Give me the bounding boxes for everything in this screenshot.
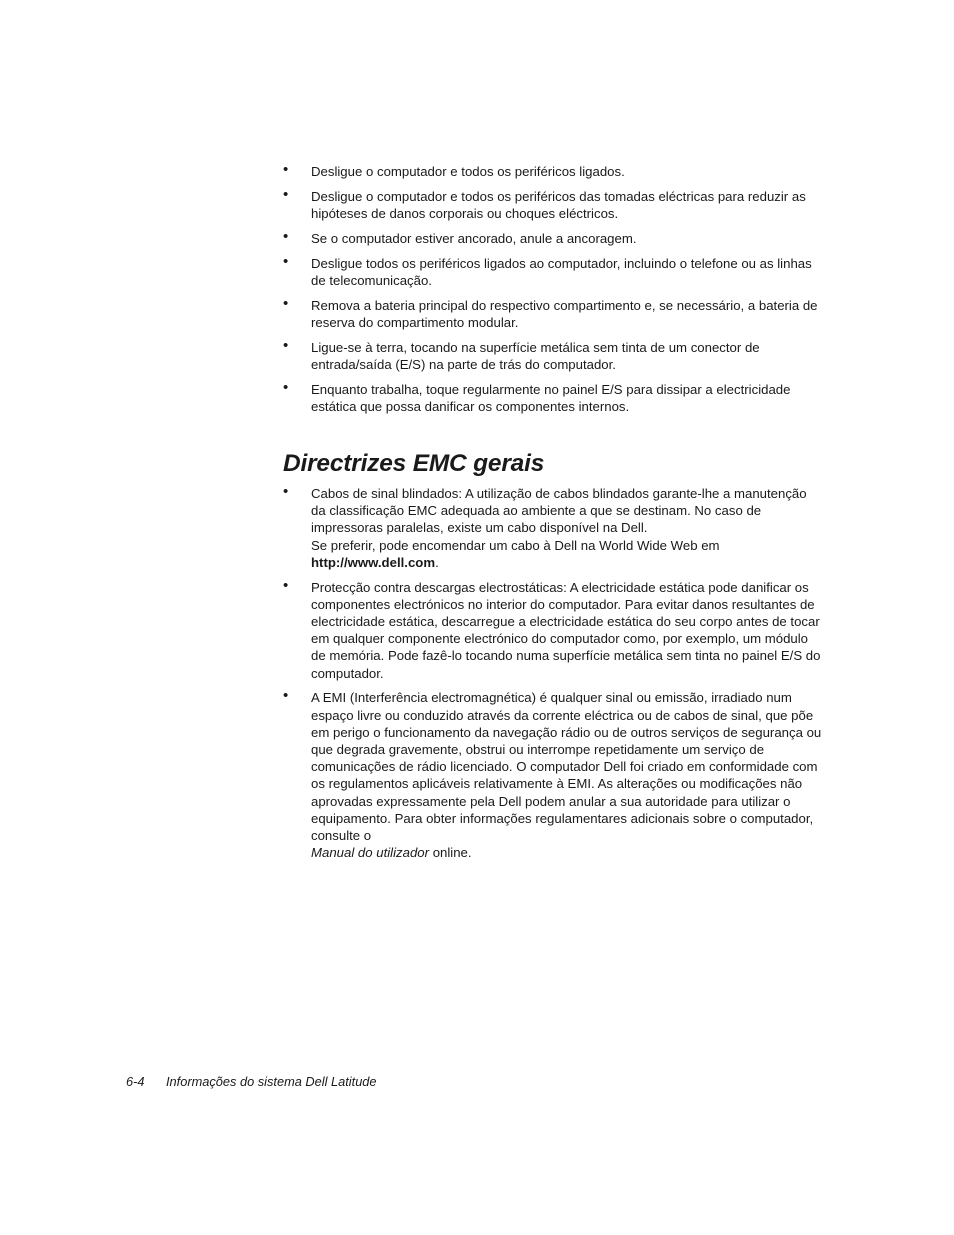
list-item xyxy=(283,689,823,861)
list-item-text: Desligue todos os periféricos ligados ao computador, incluindo o telefone ou as linhas de telecomunicação. xyxy=(311,255,812,288)
list-item-text: Ligue-se à terra, tocando na superfície metálica sem tinta de um conector de entrada/saída (E/S) na parte de trás do computador. xyxy=(311,339,760,372)
bullet-icon: • xyxy=(283,252,289,270)
page-number: 6-4 xyxy=(126,1074,145,1089)
bullet-icon: • xyxy=(283,294,289,312)
list-item-text: A EMI (Interferência electromagnética) é qualquer sinal ou emissão, irradiado num espaço livre ou conduzido através da corrente eléctrica ou de cabos de sinal, que põe em perigo o funcionamento da navegação rádio ou de outros serviços de segurança ou que degrada gravemente, obstrui ou interrompe repetidamente um serviço de comunicações de rádio licenciado. O computador Dell foi criado em conformidade com os regulamentos aplicáveis relativamente à EMI. As alterações ou modificações não aprovadas expressamente pela Dell podem anular a sua autoridade para utilizar o equipamento. Para obter informações regulamentares adicionais sobre o computador, consulte o xyxy=(311,690,822,844)
emc-guidelines-list xyxy=(283,485,823,869)
list-item xyxy=(283,576,823,682)
list-item-text: Desligue o computador e todos os periféricos das tomadas eléctricas para reduzir as hipóteses de danos corporais ou choques eléctricos. xyxy=(311,188,806,221)
list-item xyxy=(283,294,823,331)
list-item xyxy=(283,185,823,222)
bullet-icon: • xyxy=(283,336,289,354)
bullet-icon: • xyxy=(283,687,289,705)
bullet-icon: • xyxy=(283,378,289,396)
list-item xyxy=(283,378,823,415)
bullet-icon: • xyxy=(283,227,289,245)
list-item-text: Remova a bateria principal do respectivo compartimento e, se necessário, a bateria de reserva do compartimento modular. xyxy=(311,297,818,330)
bullet-icon: • xyxy=(283,483,289,500)
list-item xyxy=(283,163,823,180)
list-item-text: Desligue o computador e todos os periféricos ligados. xyxy=(311,164,625,179)
section-heading: Directrizes EMC gerais xyxy=(283,450,545,477)
bullet-icon: • xyxy=(283,576,289,594)
precautions-list xyxy=(283,163,823,423)
list-item-text: Enquanto trabalha, toque regularmente no painel E/S para dissipar a electricidade estática que possa danificar os componentes internos. xyxy=(311,381,791,414)
footer-title: Informações do sistema Dell Latitude xyxy=(166,1074,377,1089)
list-item-text: Protecção contra descargas electrostáticas: A electricidade estática pode danificar os componentes electrónicos no interior do computador. Para evitar danos resultantes de electricidade estática, descarregue a electricidade estática do seu corpo antes de tocar em qualquer componente electrónico do computador como, por exemplo, um módulo de memória. Pode fazê-lo tocando numa superfície metálica sem tinta no painel E/S do computador. xyxy=(311,579,821,681)
dell-website-link[interactable]: http://www.dell.com xyxy=(311,554,436,570)
list-item-text: Se o computador estiver ancorado, anule a ancoragem. xyxy=(311,230,637,246)
list-item xyxy=(283,227,823,247)
bullet-icon: • xyxy=(283,161,289,178)
list-item-text: Cabos de sinal blindados: A utilização de cabos blindados garante-lhe a manutenção da classificação EMC adequada ao ambiente a que se destinam. No caso de impressoras paralelas, existe um cabo disponível na Dell. xyxy=(311,486,807,536)
bullet-icon: • xyxy=(283,185,289,203)
list-item xyxy=(283,485,823,571)
list-item-punctuation: . xyxy=(435,554,439,570)
manual-title: Manual do utilizador xyxy=(311,845,430,861)
page-footer xyxy=(126,1073,377,1091)
list-item-text: online. xyxy=(429,845,472,861)
list-item-text: Se preferir, pode encomendar um cabo à Dell na World Wide Web em xyxy=(311,537,720,553)
list-item xyxy=(283,336,823,373)
list-item xyxy=(283,252,823,289)
